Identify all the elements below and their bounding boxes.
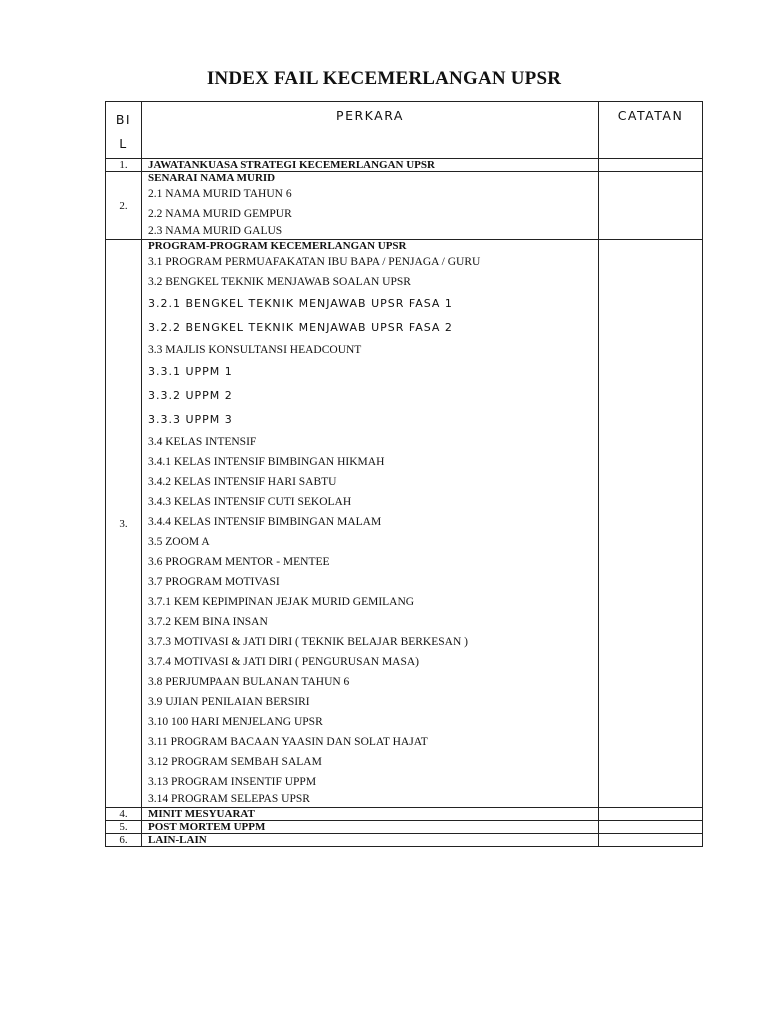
list-item: 3.4 KELAS INTENSIF bbox=[148, 436, 257, 448]
list-item: 3.11 PROGRAM BACAAN YAASIN DAN SOLAT HAJAT bbox=[148, 736, 428, 748]
list-item: 3.6 PROGRAM MENTOR - MENTEE bbox=[148, 556, 330, 568]
list-item: 3.13 PROGRAM INSENTIF UPPM bbox=[148, 776, 317, 788]
list-item: 3.14 PROGRAM SELEPAS UPSR bbox=[148, 793, 310, 805]
row-heading: MINIT MESYUARAT bbox=[142, 808, 599, 821]
list-item: 3.12 PROGRAM SEMBAH SALAM bbox=[148, 756, 322, 768]
table-row bbox=[106, 821, 703, 834]
list-item: 3.3.2 UPPM 2 bbox=[148, 389, 233, 402]
row-catatan bbox=[599, 808, 703, 821]
list-item: 3.4.2 KELAS INTENSIF HARI SABTU bbox=[148, 476, 337, 488]
row-number: 6. bbox=[106, 834, 142, 847]
header-bil bbox=[106, 102, 142, 159]
row-catatan bbox=[599, 159, 703, 172]
list-item: 3.10 100 HARI MENJELANG UPSR bbox=[148, 716, 323, 728]
list-item: 2.3 NAMA MURID GALUS bbox=[148, 225, 283, 237]
row-number: 1. bbox=[106, 159, 142, 172]
table-row bbox=[106, 808, 703, 821]
table-row bbox=[106, 172, 703, 240]
row-number: 5. bbox=[106, 821, 142, 834]
list-item: 3.3.3 UPPM 3 bbox=[148, 413, 233, 426]
list-item: 3.7.3 MOTIVASI & JATI DIRI ( TEKNIK BELAJAR BERKESAN ) bbox=[148, 636, 468, 648]
row-catatan bbox=[599, 834, 703, 847]
row-number: 3. bbox=[106, 240, 142, 808]
row-heading: POST MORTEM UPPM bbox=[142, 821, 599, 834]
table-row bbox=[106, 159, 703, 172]
header-bil-label: BIL bbox=[115, 112, 132, 151]
row-heading: LAIN-LAIN bbox=[142, 834, 599, 847]
list-item: 3.4.3 KELAS INTENSIF CUTI SEKOLAH bbox=[148, 496, 352, 508]
row-number: 4. bbox=[106, 808, 142, 821]
list-item: 2.1 NAMA MURID TAHUN 6 bbox=[148, 188, 292, 200]
list-item: 3.7 PROGRAM MOTIVASI bbox=[148, 576, 280, 588]
row-catatan bbox=[599, 172, 703, 240]
row-content bbox=[142, 240, 599, 808]
page-title: INDEX FAIL KECEMERLANGAN UPSR bbox=[206, 68, 562, 89]
row-content bbox=[142, 172, 599, 240]
list-item: 3.2.2 BENGKEL TEKNIK MENJAWAB UPSR FASA 2 bbox=[148, 321, 453, 334]
index-table bbox=[105, 101, 703, 847]
row-heading: SENARAI NAMA MURID bbox=[148, 172, 276, 184]
list-item: 3.7.4 MOTIVASI & JATI DIRI ( PENGURUSAN MASA) bbox=[148, 656, 420, 668]
list-item: 3.3 MAJLIS KONSULTANSI HEADCOUNT bbox=[148, 344, 362, 356]
list-item: 2.2 NAMA MURID GEMPUR bbox=[148, 208, 292, 220]
list-item: 3.4.4 KELAS INTENSIF BIMBINGAN MALAM bbox=[148, 516, 382, 528]
header-catatan: CATATAN bbox=[599, 102, 703, 159]
list-item: 3.2 BENGKEL TEKNIK MENJAWAB SOALAN UPSR bbox=[148, 276, 411, 288]
list-item: 3.9 UJIAN PENILAIAN BERSIRI bbox=[148, 696, 310, 708]
row-catatan bbox=[599, 240, 703, 808]
list-item: 3.2.1 BENGKEL TEKNIK MENJAWAB UPSR FASA 1 bbox=[148, 297, 453, 310]
header-perkara: PERKARA bbox=[142, 102, 599, 159]
list-item: 3.7.2 KEM BINA INSAN bbox=[148, 616, 268, 628]
table-row bbox=[106, 240, 703, 808]
list-item: 3.7.1 KEM KEPIMPINAN JEJAK MURID GEMILANG bbox=[148, 596, 415, 608]
list-item: 3.1 PROGRAM PERMUAFAKATAN IBU BAPA / PENJAGA / GURU bbox=[148, 256, 481, 268]
table-row bbox=[106, 834, 703, 847]
row-heading: PROGRAM-PROGRAM KECEMERLANGAN UPSR bbox=[148, 240, 407, 252]
list-item: 3.4.1 KELAS INTENSIF BIMBINGAN HIKMAH bbox=[148, 456, 385, 468]
list-item: 3.8 PERJUMPAAN BULANAN TAHUN 6 bbox=[148, 676, 350, 688]
row-heading: JAWATANKUASA STRATEGI KECEMERLANGAN UPSR bbox=[142, 159, 599, 172]
list-item: 3.5 ZOOM A bbox=[148, 536, 210, 548]
table-header-row bbox=[106, 102, 703, 159]
row-catatan bbox=[599, 821, 703, 834]
row-number: 2. bbox=[106, 172, 142, 240]
list-item: 3.3.1 UPPM 1 bbox=[148, 365, 233, 378]
